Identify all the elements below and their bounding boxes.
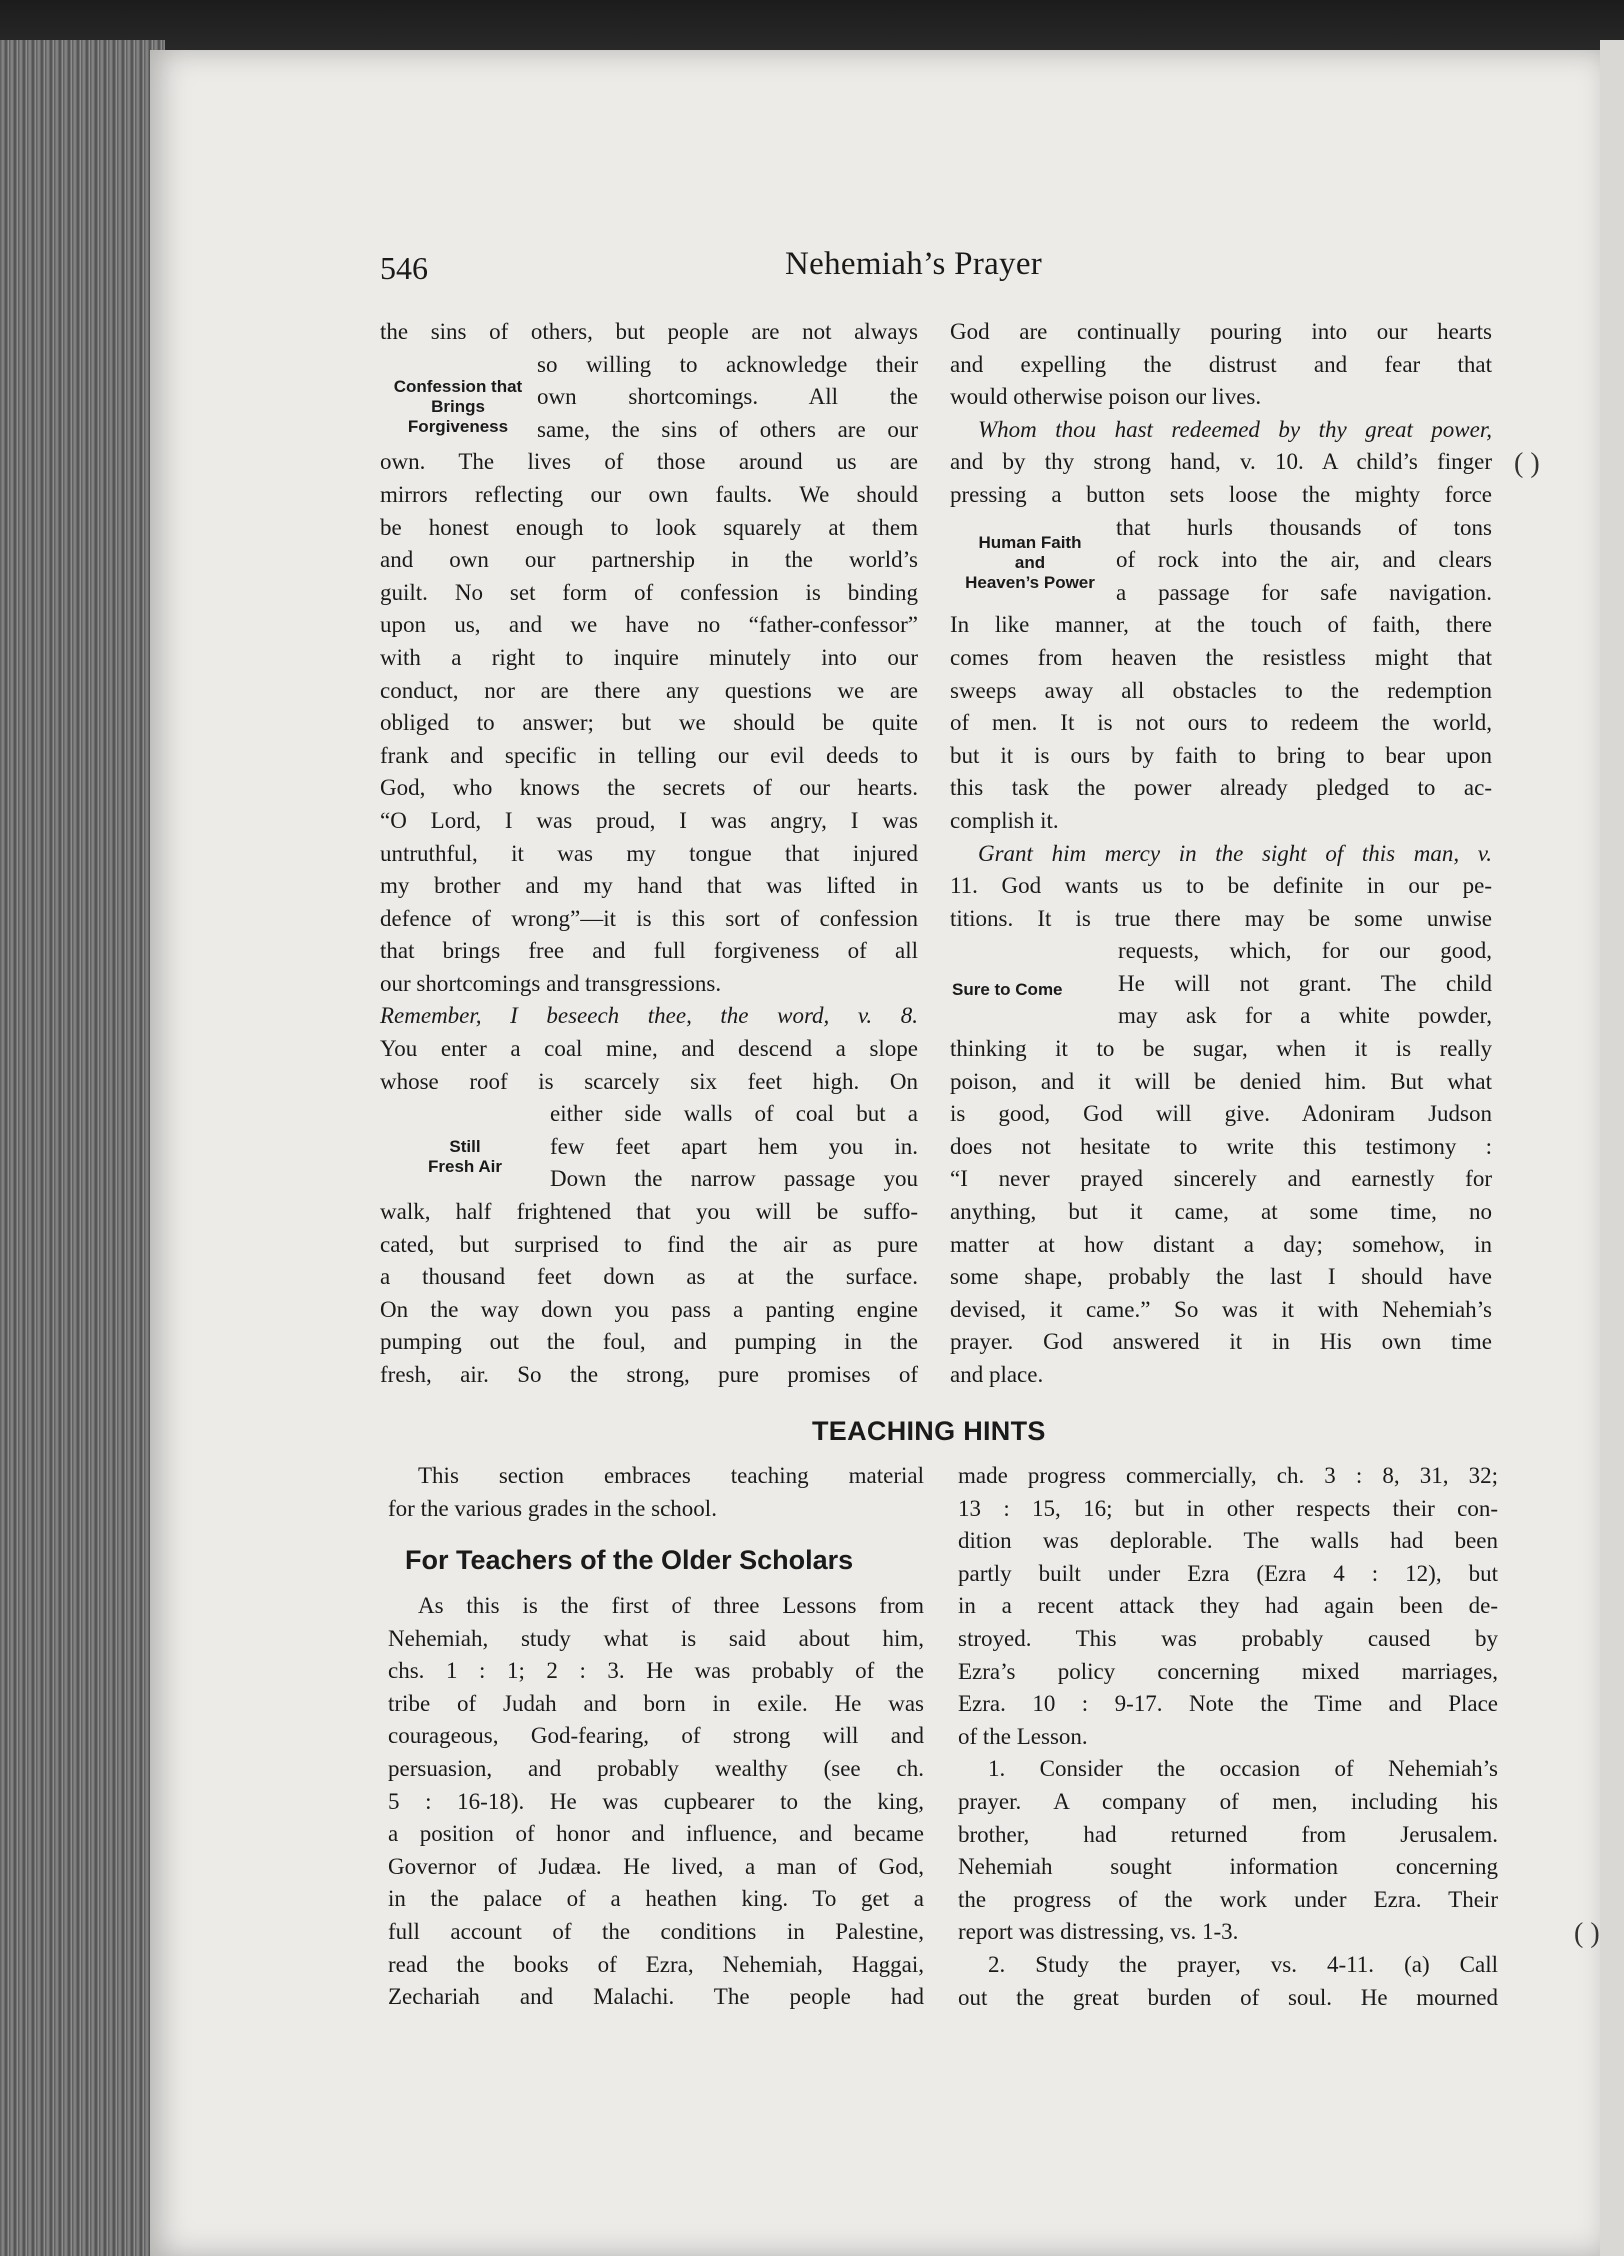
sidenote-line: Brings xyxy=(431,397,485,416)
text-line: for the various grades in the school. xyxy=(388,1495,717,1521)
text-line: untruthful, it was my tongue that injured xyxy=(380,840,918,866)
text-line: few feet apart hem you in. xyxy=(550,1133,918,1159)
text-line: same, the sins of others are our xyxy=(537,416,918,442)
text-line: in a recent attack they had again been de- xyxy=(958,1593,1498,1619)
text-line: with a right to inquire minutely into our xyxy=(380,644,918,670)
text-line: in the palace of a heathen king. To get a xyxy=(388,1886,924,1912)
text-line: dition was deplorable. The walls had been xyxy=(958,1528,1498,1554)
text-line: poison, and it will be denied him. But what xyxy=(950,1068,1492,1094)
text-line: a thousand feet down as at the surface. xyxy=(380,1264,918,1290)
text-line: Ezra’s policy concerning mixed marriages, xyxy=(958,1658,1498,1684)
text-line: pumping out the foul, and pumping in the xyxy=(380,1329,918,1355)
text-line: own shortcomings. All the xyxy=(537,384,918,410)
text-line: our shortcomings and transgressions. xyxy=(380,970,722,996)
text-line: report was distressing, vs. 1-3. xyxy=(958,1919,1239,1945)
text-line: upon us, and we have no “father-confessor” xyxy=(380,612,918,638)
text-line: frank and specific in telling our evil deeds to xyxy=(380,742,918,768)
text-line: Remember, I beseech thee, the word, v. 8. xyxy=(380,1003,918,1029)
text-line: some shape, probably the last I should have xyxy=(950,1264,1492,1290)
text-line: be honest enough to look squarely at them xyxy=(380,514,918,540)
text-line: that hurls thousands of tons xyxy=(1116,514,1492,540)
text-line: On the way down you pass a panting engine xyxy=(380,1296,918,1322)
text-line: Governor of Judæa. He lived, a man of God, xyxy=(388,1853,924,1879)
text-line: the progress of the work under Ezra. Their xyxy=(958,1886,1498,1912)
text-line: “O Lord, I was proud, I was angry, I was xyxy=(380,807,918,833)
text-line: You enter a coal mine, and descend a slope xyxy=(380,1036,918,1062)
text-line: In like manner, at the touch of faith, there xyxy=(950,612,1492,638)
text-line: whose roof is scarcely six feet high. On xyxy=(380,1068,918,1094)
teaching-intro xyxy=(388,1460,924,1525)
text-line: but it is ours by faith to bring to bear upon xyxy=(950,742,1492,768)
text-line: This section embraces teaching material xyxy=(418,1463,924,1488)
text-line: stroyed. This was probably caused by xyxy=(958,1625,1498,1651)
text-line: matter at how distant a day; somehow, in xyxy=(950,1231,1492,1257)
text-line: God, who knows the secrets of our hearts. xyxy=(380,775,918,801)
text-line: Down the narrow passage you xyxy=(550,1166,918,1192)
text-line: is good, God will give. Adoniram Judson xyxy=(950,1101,1492,1127)
text-line: tribe of Judah and born in exile. He was xyxy=(388,1690,924,1716)
teaching-right-column xyxy=(958,1460,1498,2014)
text-line: so willing to acknowledge their xyxy=(537,351,918,377)
text-line: would otherwise poison our lives. xyxy=(950,384,1262,410)
sidenote-line: Fresh Air xyxy=(427,1157,502,1176)
sidenote-line: Forgiveness xyxy=(407,417,509,436)
text-line: partly built under Ezra (Ezra 4 : 12), but xyxy=(958,1560,1498,1586)
text-line: Whom thou hast redeemed by thy great power, xyxy=(978,416,1492,442)
sidenote-line: and xyxy=(1014,553,1046,572)
text-line: devised, it came.” So was it with Nehemiah’s xyxy=(950,1296,1492,1322)
text-line: cated, but surprised to find the air as pure xyxy=(380,1231,918,1257)
text-line: He will not grant. The child xyxy=(1118,970,1492,996)
text-line: my brother and my hand that was lifted in xyxy=(380,873,918,899)
text-line: Ezra. 10 : 9-17. Note the Time and Place xyxy=(958,1691,1498,1717)
book-page-edges xyxy=(0,40,165,2256)
text-line: complish it. xyxy=(950,807,1059,833)
text-line: anything, but it came, at some time, no xyxy=(950,1199,1492,1225)
text-line: either side walls of coal but a xyxy=(550,1101,918,1127)
text-line: 11. God wants us to be definite in our pe- xyxy=(950,873,1492,899)
text-line: God are continually pouring into our hearts xyxy=(950,319,1492,344)
left-column xyxy=(380,316,918,1392)
text-line: Nehemiah sought information concerning xyxy=(958,1854,1498,1880)
text-line: obliged to answer; but we should be quite xyxy=(380,710,918,736)
teaching-left-column xyxy=(388,1590,924,2014)
text-line: out the great burden of soul. He mourned xyxy=(958,1984,1498,2010)
sidenote-line: Sure to Come xyxy=(952,980,1063,999)
text-line: 5 : 16-18). He was cupbearer to the king, xyxy=(388,1788,924,1814)
text-line: read the books of Ezra, Nehemiah, Haggai, xyxy=(388,1951,924,1977)
text-line: As this is the first of three Lessons from xyxy=(418,1593,924,1618)
text-line: does not hesitate to write this testimony : xyxy=(950,1133,1492,1159)
subsection-title: For Teachers of the Older Scholars xyxy=(405,1545,854,1575)
text-line: may ask for a white powder, xyxy=(1118,1003,1492,1029)
text-line: titions. It is true there may be some unwise xyxy=(950,905,1492,931)
text-line: of rock into the air, and clears xyxy=(1116,547,1492,573)
page-rim xyxy=(1600,40,1624,2256)
text-line: guilt. No set form of confession is binding xyxy=(380,579,918,605)
text-line: brother, had returned from Jerusalem. xyxy=(958,1821,1498,1847)
text-line: and place. xyxy=(950,1362,1044,1387)
sidenote-confession xyxy=(378,377,538,437)
right-column xyxy=(950,316,1492,1392)
text-line: full account of the conditions in Palestine, xyxy=(388,1918,924,1944)
sidenote-still-air xyxy=(400,1137,530,1177)
text-line: Nehemiah, study what is said about him, xyxy=(388,1625,924,1651)
text-line: own. The lives of those around us are xyxy=(380,449,918,475)
page-number: 546 xyxy=(380,250,428,286)
text-line: that brings free and full forgiveness of all xyxy=(380,938,918,964)
text-line: a passage for safe navigation. xyxy=(1116,579,1492,605)
text-line: of men. It is not ours to redeem the world, xyxy=(950,710,1492,736)
text-line: and expelling the distrust and fear that xyxy=(950,351,1492,377)
text-line: “I never prayed sincerely and earnestly for xyxy=(950,1166,1492,1192)
sidenote-line: Still xyxy=(449,1137,481,1156)
text-line: made progress commercially, ch. 3 : 8, 31, 32; xyxy=(958,1463,1498,1488)
text-line: chs. 1 : 1; 2 : 3. He was probably of the xyxy=(388,1658,924,1684)
text-line: this task the power already pledged to ac- xyxy=(950,775,1492,801)
text-line: prayer. A company of men, including his xyxy=(958,1788,1498,1814)
text-line: and own our partnership in the world’s xyxy=(380,547,918,573)
text-line: mirrors reflecting our own faults. We should xyxy=(380,481,918,507)
text-line: requests, which, for our good, xyxy=(1118,938,1492,964)
text-line: fresh, air. So the strong, pure promises of xyxy=(380,1362,918,1387)
text-line: of the Lesson. xyxy=(958,1723,1088,1749)
text-line: the sins of others, but people are not always xyxy=(380,319,918,344)
text-line: defence of wrong”—it is this sort of confession xyxy=(380,905,918,931)
text-line: thinking it to be sugar, when it is really xyxy=(950,1036,1492,1062)
sidenote-line: Human Faith xyxy=(978,533,1082,552)
text-line: prayer. God answered it in His own time xyxy=(950,1329,1492,1355)
section-title: TEACHING HINTS xyxy=(812,1416,1046,1446)
text-line: sweeps away all obstacles to the redemption xyxy=(950,677,1492,703)
text-line: Zechariah and Malachi. The people had xyxy=(388,1984,924,2010)
text-line: 2. Study the prayer, vs. 4-11. (a) Call xyxy=(988,1951,1498,1977)
text-line: 1. Consider the occasion of Nehemiah’s xyxy=(988,1756,1498,1782)
text-line: conduct, nor are there any questions we are xyxy=(380,677,918,703)
margin-mark-upper: ( ) xyxy=(1514,448,1540,479)
margin-mark-lower: ( ) xyxy=(1574,1918,1600,1949)
running-head: Nehemiah’s Prayer xyxy=(785,246,1043,282)
text-line: Grant him mercy in the sight of this man, v. xyxy=(978,840,1492,866)
sidenote-line: Confession that xyxy=(393,377,523,396)
text-line: pressing a button sets loose the mighty force xyxy=(950,481,1492,507)
sidenote-line: Heaven’s Power xyxy=(965,573,1095,592)
text-line: persuasion, and probably wealthy (see ch. xyxy=(388,1755,924,1781)
sidenote-sure xyxy=(952,980,1102,1000)
text-line: a position of honor and influence, and became xyxy=(388,1821,924,1847)
text-line: 13 : 15, 16; but in other respects their con- xyxy=(958,1495,1498,1521)
sidenote-faith-power xyxy=(950,533,1110,593)
text-line: walk, half frightened that you will be suffo- xyxy=(380,1199,918,1225)
text-line: courageous, God-fearing, of strong will and xyxy=(388,1723,924,1749)
text-line: and by thy strong hand, v. 10. A child’s finger xyxy=(950,449,1492,475)
text-line: comes from heaven the resistless might that xyxy=(950,644,1492,670)
